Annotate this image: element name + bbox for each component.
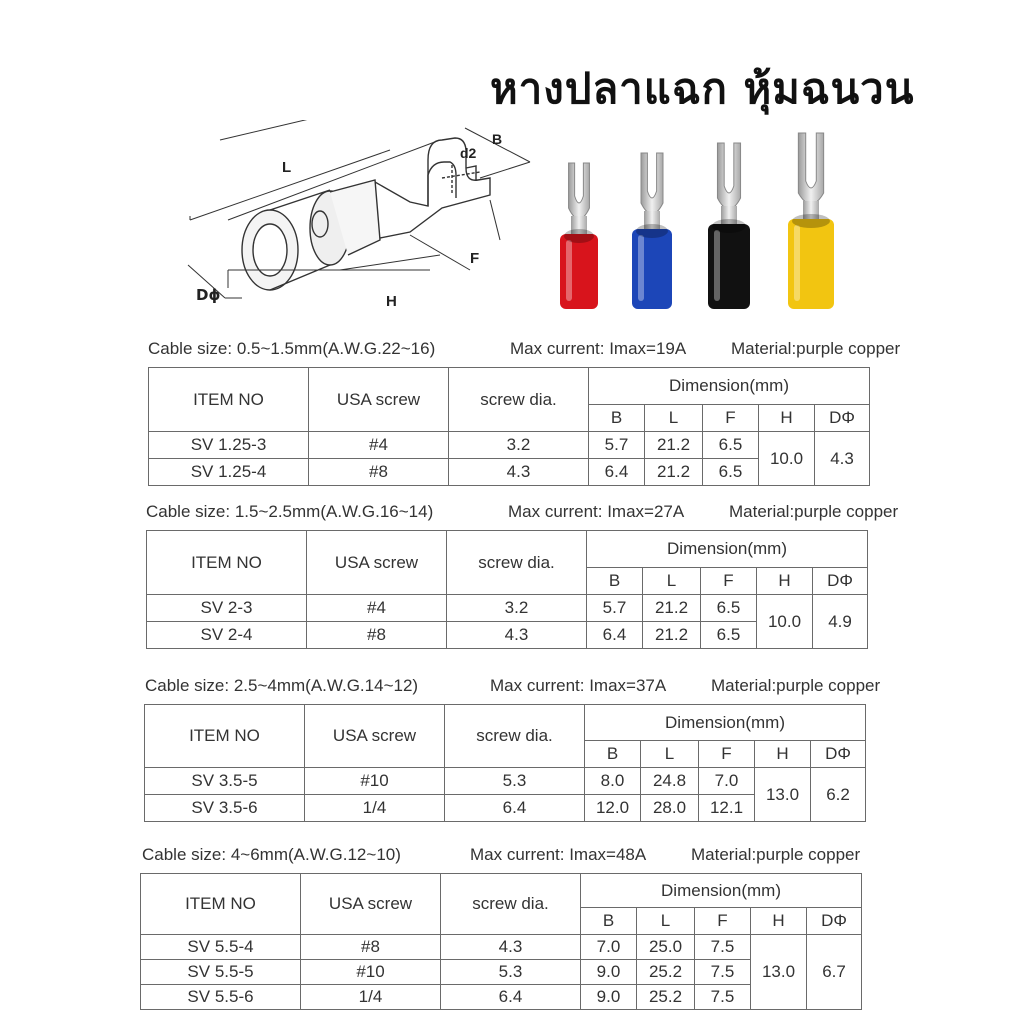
dim-b-cell: 9.0	[581, 960, 637, 985]
usa-screw-cell: 1/4	[301, 985, 441, 1010]
terminal-photos	[540, 125, 870, 315]
terminal-3	[708, 143, 750, 309]
dim-l-cell: 25.2	[637, 960, 695, 985]
dim-d-cell: 6.2	[811, 768, 866, 822]
cable-size: Cable size: 4~6mm(A.W.G.12~10)	[142, 845, 401, 864]
header-dim-L: L	[643, 568, 701, 595]
header-dimension: Dimension(mm)	[581, 874, 862, 908]
item-no-cell: SV 2-3	[147, 595, 307, 622]
screw-dia-cell: 6.4	[445, 795, 585, 822]
dim-h-cell: 13.0	[751, 935, 807, 1010]
dim-d-cell: 4.3	[815, 432, 870, 486]
header-dim-D: DΦ	[807, 908, 862, 935]
section-info-4	[142, 845, 942, 867]
header-item-no: ITEM NO	[141, 874, 301, 935]
max-current: Max current: Imax=19A	[510, 339, 687, 358]
header-dim-H: H	[757, 568, 813, 595]
dim-label-L: L	[282, 159, 292, 176]
dim-b-cell: 7.0	[581, 935, 637, 960]
dim-label-F: F	[470, 250, 480, 267]
dim-b-cell: 5.7	[587, 595, 643, 622]
dim-label-d2: d2	[460, 145, 477, 161]
dim-l-cell: 21.2	[643, 622, 701, 649]
dim-b-cell: 12.0	[585, 795, 641, 822]
header-screw-dia: screw dia.	[447, 531, 587, 595]
usa-screw-cell: 1/4	[305, 795, 445, 822]
item-no-cell: SV 5.5-4	[141, 935, 301, 960]
cable-size: Cable size: 0.5~1.5mm(A.W.G.22~16)	[148, 339, 436, 358]
dim-f-cell: 6.5	[701, 622, 757, 649]
spec-table-2	[146, 530, 868, 649]
dim-d-cell: 4.9	[813, 595, 868, 649]
screw-dia-cell: 4.3	[449, 459, 589, 486]
usa-screw-cell: #10	[301, 960, 441, 985]
header-dim-H: H	[751, 908, 807, 935]
dim-f-cell: 6.5	[703, 432, 759, 459]
spec-table-4	[140, 873, 862, 1010]
dim-l-cell: 28.0	[641, 795, 699, 822]
dim-l-cell: 21.2	[645, 459, 703, 486]
header-usa-screw: USA screw	[309, 368, 449, 432]
usa-screw-cell: #8	[307, 622, 447, 649]
header-screw-dia: screw dia.	[445, 705, 585, 768]
dim-l-cell: 25.2	[637, 985, 695, 1010]
section-info-3	[145, 676, 945, 698]
dim-b-cell: 5.7	[589, 432, 645, 459]
dim-label-B: B	[492, 131, 503, 147]
header-dim-B: B	[585, 741, 641, 768]
item-no-cell: SV 3.5-6	[145, 795, 305, 822]
screw-dia-cell: 4.3	[447, 622, 587, 649]
dim-f-cell: 6.5	[701, 595, 757, 622]
dim-l-cell: 25.0	[637, 935, 695, 960]
fork-terminal-diagram	[180, 120, 540, 320]
item-no-cell: SV 1.25-3	[149, 432, 309, 459]
dim-b-cell: 6.4	[587, 622, 643, 649]
cable-size: Cable size: 1.5~2.5mm(A.W.G.16~14)	[146, 502, 434, 521]
header-dim-L: L	[645, 405, 703, 432]
header-dim-F: F	[701, 568, 757, 595]
header-dim-B: B	[589, 405, 645, 432]
screw-dia-cell: 3.2	[447, 595, 587, 622]
header-dim-B: B	[581, 908, 637, 935]
dim-f-cell: 12.1	[699, 795, 755, 822]
section-info-1	[148, 339, 948, 361]
max-current: Max current: Imax=37A	[490, 676, 667, 695]
dim-f-cell: 7.0	[699, 768, 755, 795]
header-dim-L: L	[637, 908, 695, 935]
usa-screw-cell: #8	[309, 459, 449, 486]
screw-dia-cell: 3.2	[449, 432, 589, 459]
header-item-no: ITEM NO	[145, 705, 305, 768]
usa-screw-cell: #10	[305, 768, 445, 795]
header-dim-D: DΦ	[813, 568, 868, 595]
table-row	[149, 432, 870, 459]
dim-l-cell: 21.2	[645, 432, 703, 459]
terminal-2	[632, 153, 672, 309]
material: Material:purple copper	[729, 502, 899, 521]
table-row	[145, 768, 866, 795]
screw-dia-cell: 5.3	[441, 960, 581, 985]
header-screw-dia: screw dia.	[441, 874, 581, 935]
dim-l-cell: 24.8	[641, 768, 699, 795]
usa-screw-cell: #4	[309, 432, 449, 459]
table-row	[141, 935, 862, 960]
dim-label-D: Dϕ	[196, 286, 221, 304]
screw-dia-cell: 6.4	[441, 985, 581, 1010]
header-dimension: Dimension(mm)	[585, 705, 866, 741]
dim-label-H: H	[386, 293, 397, 310]
header-item-no: ITEM NO	[149, 368, 309, 432]
dim-f-cell: 7.5	[695, 935, 751, 960]
max-current: Max current: Imax=48A	[470, 845, 647, 864]
header-dim-H: H	[759, 405, 815, 432]
header-dim-D: DΦ	[811, 741, 866, 768]
page-title: หางปลาแฉก หุ้มฉนวน	[490, 64, 915, 113]
spec-table-1	[148, 367, 870, 486]
dim-b-cell: 8.0	[585, 768, 641, 795]
header-usa-screw: USA screw	[301, 874, 441, 935]
dim-f-cell: 6.5	[703, 459, 759, 486]
max-current: Max current: Imax=27A	[508, 502, 685, 521]
table-row	[147, 595, 868, 622]
item-no-cell: SV 5.5-5	[141, 960, 301, 985]
header-dim-F: F	[695, 908, 751, 935]
terminal-4	[788, 133, 834, 309]
dim-l-cell: 21.2	[643, 595, 701, 622]
dim-f-cell: 7.5	[695, 960, 751, 985]
material: Material:purple copper	[711, 676, 881, 695]
item-no-cell: SV 3.5-5	[145, 768, 305, 795]
header-dimension: Dimension(mm)	[587, 531, 868, 568]
item-no-cell: SV 2-4	[147, 622, 307, 649]
terminal-1	[560, 163, 598, 309]
section-info-2	[146, 502, 946, 524]
material: Material:purple copper	[691, 845, 861, 864]
dim-h-cell: 10.0	[759, 432, 815, 486]
material: Material:purple copper	[731, 339, 901, 358]
spec-table-3	[144, 704, 866, 822]
header-dim-B: B	[587, 568, 643, 595]
header-dim-D: DΦ	[815, 405, 870, 432]
header-dim-F: F	[699, 741, 755, 768]
dim-b-cell: 6.4	[589, 459, 645, 486]
header-usa-screw: USA screw	[305, 705, 445, 768]
header-screw-dia: screw dia.	[449, 368, 589, 432]
screw-dia-cell: 5.3	[445, 768, 585, 795]
dim-h-cell: 13.0	[755, 768, 811, 822]
header-usa-screw: USA screw	[307, 531, 447, 595]
header-item-no: ITEM NO	[147, 531, 307, 595]
item-no-cell: SV 1.25-4	[149, 459, 309, 486]
usa-screw-cell: #4	[307, 595, 447, 622]
header-dim-F: F	[703, 405, 759, 432]
dim-d-cell: 6.7	[807, 935, 862, 1010]
usa-screw-cell: #8	[301, 935, 441, 960]
header-dim-L: L	[641, 741, 699, 768]
dim-h-cell: 10.0	[757, 595, 813, 649]
header-dimension: Dimension(mm)	[589, 368, 870, 405]
dim-b-cell: 9.0	[581, 985, 637, 1010]
dim-f-cell: 7.5	[695, 985, 751, 1010]
item-no-cell: SV 5.5-6	[141, 985, 301, 1010]
screw-dia-cell: 4.3	[441, 935, 581, 960]
header-dim-H: H	[755, 741, 811, 768]
cable-size: Cable size: 2.5~4mm(A.W.G.14~12)	[145, 676, 419, 695]
